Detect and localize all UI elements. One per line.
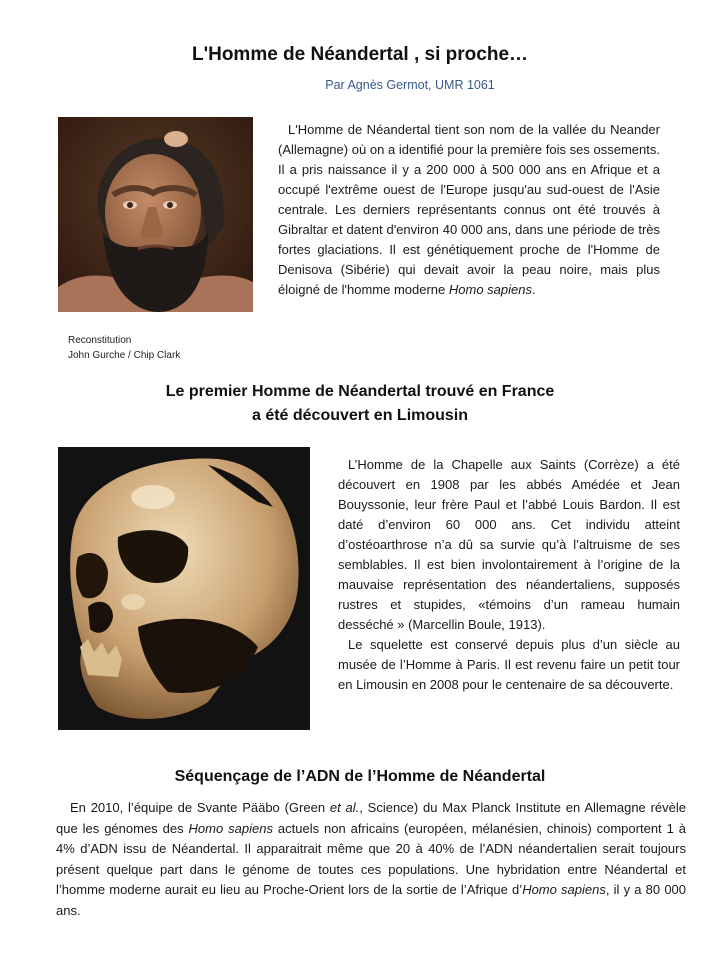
section-heading-france [0,380,720,428]
author-line: Par Agnès Germot, UMR 1061 [325,78,495,92]
chapelle-paragraph-2: Le squelette est conservé depuis plus d’un siècle au musée de l’Homme à Paris. Il est revenu faire un petit tour en Limousin en 2008 pour le centenaire de sa découverte. [338,637,680,692]
caption-line-2: John Gurche / Chip Clark [68,350,181,361]
intro-text-end: . [531,282,536,297]
section-heading-dna: Séquençage de l’ADN de l’Homme de Néandertal [174,768,546,785]
skull-icon [58,447,310,730]
neanderthal-portrait-image [58,117,253,312]
photo-caption [68,333,180,363]
skull-image [58,447,310,730]
dna-text-1: En 2010, l’équipe de Svante Pääbo (Green [70,800,330,815]
neanderthal-portrait-icon [58,117,253,312]
species-name: Homo sapiens [448,282,532,297]
heading-line-2: a été découvert en Limousin [251,407,469,424]
species-name: Homo sapiens [522,882,606,897]
dna-paragraph [56,798,686,921]
dna-text-3: actuels non africains (européen, mélanésien, chinois) comportent 1 à 4% d’ADN issu de Néandertal. Il apparaitrait même que 20 à 40% de l’ADN néandertalien serait toujours présent quelque part dans le génome de toutes ces populations. Une hybridation entre Néandertal et l’homme moderne aurait eu lieu au Proche-Orient lors de la sortie de l’Afrique d’ [56,820,686,897]
heading-line-1: Le premier Homme de Néandertal trouvé en France [165,383,555,400]
intro-paragraph [278,120,660,300]
caption-line-1: Reconstitution [68,335,132,346]
dna-text-4: , il y a 80 000 ans. [56,882,687,918]
chapelle-paragraph-1: L’Homme de la Chapelle aux Saints (Corrèze) a été découvert en 1908 par les abbés Amédée et Jean Bouyssonie, leur frère Paul et l’abbé Louis Bardon. Il est daté d’environ 60 000 ans. Cet individu atteint d’ostéoarthrose n’a dû sa survie qu’à l’altruisme de ses semblables. Il est bien involontairement à l’origine de la mauvaise représentation des néandertaliens, supposés rustres et stupides, «témoins d’un rameau humain desséché » (Marcellin Boule, 1913). [338,457,680,632]
dna-text-2: , Science) du Max Planck Institute en Allemagne révèle que les génomes des [56,800,686,836]
et-al: et al. [329,800,360,815]
intro-text: L'Homme de Néandertal tient son nom de la vallée du Neander (Allemagne) où on a identifié pour la première fois ses ossements. Il a pris naissance il y a 200 000 à 500 000 ans en Afrique et a occupé l'extrême ouest de l'Europe jusqu'au sud-ouest de l'Asie centrale. Les derniers représentants connus ont été trouvés à Gibraltar et datent d'environ 40 000 ans, dans une période de très fortes glaciations. Il est génétiquement proche de l'Homme de Denisova (Sibérie) qui devait avoir la peau noire, mais plus éloigné de l'homme moderne [278,122,660,297]
species-name: Homo sapiens [188,820,273,836]
page-title: L'Homme de Néandertal , si proche… [191,44,529,65]
chapelle-aux-saints-text [338,455,680,695]
